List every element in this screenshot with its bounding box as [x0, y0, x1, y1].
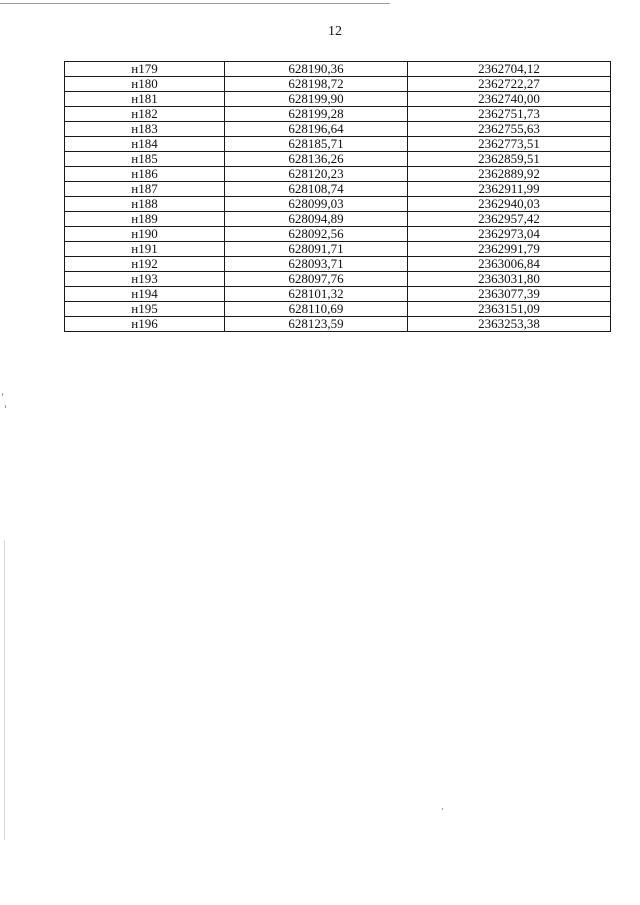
table-row: [65, 107, 611, 122]
point-id-cell: н182: [65, 107, 225, 122]
y-coordinate-cell: 2363077,39: [408, 287, 611, 302]
x-coordinate-cell: 628097,76: [225, 272, 408, 287]
point-id-cell: н194: [65, 287, 225, 302]
table-row: [65, 287, 611, 302]
table-row: [65, 227, 611, 242]
table-row: [65, 122, 611, 137]
table-row: [65, 62, 611, 77]
point-id-cell: н181: [65, 92, 225, 107]
table-row: [65, 92, 611, 107]
table-row: [65, 317, 611, 332]
y-coordinate-cell: 2362773,51: [408, 137, 611, 152]
point-id-cell: н188: [65, 197, 225, 212]
point-id-cell: н190: [65, 227, 225, 242]
table-row: [65, 167, 611, 182]
page-number: 12: [328, 24, 342, 39]
table-row: [65, 212, 611, 227]
x-coordinate-cell: 628110,69: [225, 302, 408, 317]
x-coordinate-cell: 628099,03: [225, 197, 408, 212]
table-row: [65, 182, 611, 197]
table-row: [65, 242, 611, 257]
y-coordinate-cell: 2363006,84: [408, 257, 611, 272]
x-coordinate-cell: 628094,89: [225, 212, 408, 227]
scan-speck: [442, 808, 443, 810]
point-id-cell: н179: [65, 62, 225, 77]
x-coordinate-cell: 628101,32: [225, 287, 408, 302]
y-coordinate-cell: 2362751,73: [408, 107, 611, 122]
y-coordinate-cell: 2362722,27: [408, 77, 611, 92]
point-id-cell: н187: [65, 182, 225, 197]
point-id-cell: н189: [65, 212, 225, 227]
x-coordinate-cell: 628198,72: [225, 77, 408, 92]
point-id-cell: н192: [65, 257, 225, 272]
header-rule: [0, 3, 390, 4]
x-coordinate-cell: 628185,71: [225, 137, 408, 152]
point-id-cell: н191: [65, 242, 225, 257]
table-row: [65, 77, 611, 92]
table-row: [65, 257, 611, 272]
x-coordinate-cell: 628199,90: [225, 92, 408, 107]
y-coordinate-cell: 2362889,92: [408, 167, 611, 182]
point-id-cell: н185: [65, 152, 225, 167]
table-row: [65, 197, 611, 212]
x-coordinate-cell: 628190,36: [225, 62, 408, 77]
y-coordinate-cell: 2363031,80: [408, 272, 611, 287]
scan-edge-shadow: [4, 540, 5, 840]
y-coordinate-cell: 2363151,09: [408, 302, 611, 317]
y-coordinate-cell: 2362755,63: [408, 122, 611, 137]
y-coordinate-cell: 2362704,12: [408, 62, 611, 77]
scan-speck: [5, 405, 6, 408]
y-coordinate-cell: 2362740,00: [408, 92, 611, 107]
x-coordinate-cell: 628093,71: [225, 257, 408, 272]
scan-speck: [2, 393, 3, 396]
y-coordinate-cell: 2363253,38: [408, 317, 611, 332]
table-row: [65, 272, 611, 287]
y-coordinate-cell: 2362973,04: [408, 227, 611, 242]
table-row: [65, 152, 611, 167]
y-coordinate-cell: 2362859,51: [408, 152, 611, 167]
y-coordinate-cell: 2362911,99: [408, 182, 611, 197]
coordinates-table: [64, 61, 611, 332]
table-row: [65, 137, 611, 152]
point-id-cell: н184: [65, 137, 225, 152]
x-coordinate-cell: 628196,64: [225, 122, 408, 137]
point-id-cell: н186: [65, 167, 225, 182]
point-id-cell: н180: [65, 77, 225, 92]
y-coordinate-cell: 2362991,79: [408, 242, 611, 257]
x-coordinate-cell: 628108,74: [225, 182, 408, 197]
y-coordinate-cell: 2362957,42: [408, 212, 611, 227]
x-coordinate-cell: 628136,26: [225, 152, 408, 167]
table-row: [65, 302, 611, 317]
x-coordinate-cell: 628123,59: [225, 317, 408, 332]
y-coordinate-cell: 2362940,03: [408, 197, 611, 212]
point-id-cell: н183: [65, 122, 225, 137]
x-coordinate-cell: 628199,28: [225, 107, 408, 122]
x-coordinate-cell: 628092,56: [225, 227, 408, 242]
point-id-cell: н196: [65, 317, 225, 332]
x-coordinate-cell: 628120,23: [225, 167, 408, 182]
point-id-cell: н195: [65, 302, 225, 317]
x-coordinate-cell: 628091,71: [225, 242, 408, 257]
point-id-cell: н193: [65, 272, 225, 287]
